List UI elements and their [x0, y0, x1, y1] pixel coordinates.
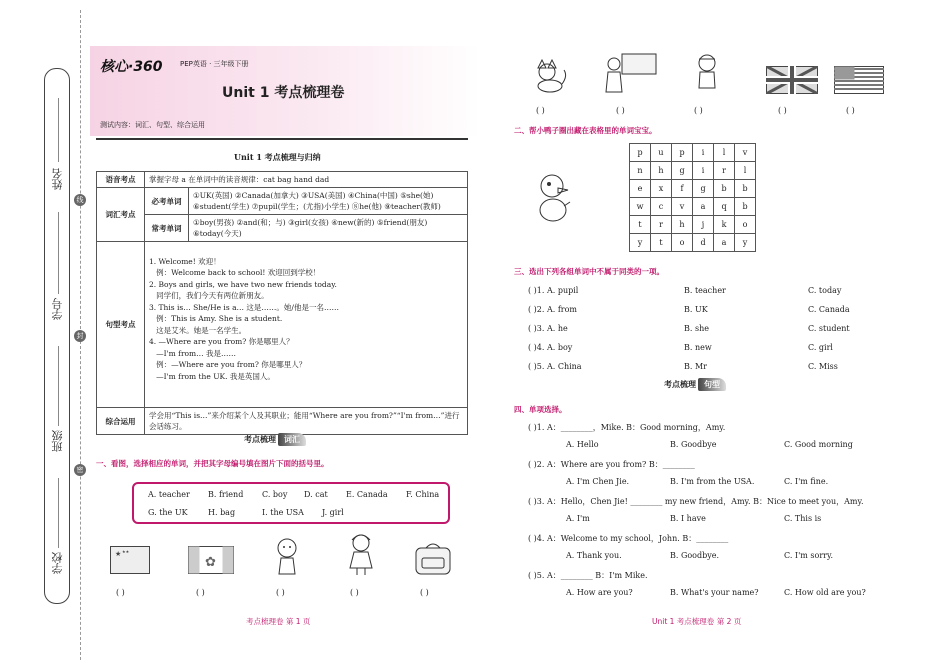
row-content: 学会用“This is…”来介绍某个人及其职业；能用“Where are you from?”“I'm from…”进行会话练习。 — [145, 408, 468, 435]
row-content: 掌握字母 a 在单词中的读音规律：cat bag hand dad — [145, 172, 468, 188]
school-line — [58, 478, 59, 548]
pattern-line: 这是艾米。她是一名学生。 — [149, 325, 247, 335]
choice-option: B. Goodbye — [670, 440, 717, 449]
row-subhead: 必考单词 — [145, 188, 189, 215]
question-stem[interactable]: ( )1. A. pupil — [528, 286, 579, 295]
name-line — [58, 98, 59, 162]
section-4-title: 四、单项选择。 — [514, 405, 567, 414]
question-stem[interactable]: ( )2. A. from — [528, 305, 578, 314]
choice-option: C. today — [808, 286, 842, 295]
grid-cell[interactable]: n — [630, 162, 651, 180]
choice-option: A. I'm — [566, 514, 590, 523]
choice-option: B. Mr — [684, 362, 707, 371]
section-3-title: 三、选出下列各组单词中不属于同类的一项。 — [514, 267, 664, 276]
choice-option: A. I'm Chen Jie. — [566, 477, 630, 486]
row-content: ①UK(英国) ②Canada(加拿大) ③USA(美国) ④China(中国) ⑤she(她) ⑥student(学生) ⑦pupil(学生；(尤指)小学生) ⑧he(他) ⑨teacher(教师) — [189, 188, 468, 215]
brand-logo: 核心·360 — [100, 59, 163, 75]
girl-icon — [346, 532, 376, 576]
grid-cell[interactable]: l — [735, 162, 756, 180]
choice-option: B. Goodbye. — [670, 551, 720, 560]
binding-margin — [44, 68, 70, 604]
footer-right: Unit 1 考点梳理卷 第 2 页 — [652, 617, 742, 626]
answer-paren[interactable]: ( ) — [846, 106, 855, 115]
pattern-line: 1. Welcome! 欢迎！ — [149, 256, 221, 266]
pattern-line: 例：This is Amy. She is a student. — [149, 314, 283, 323]
canada-flag-icon — [188, 546, 234, 574]
pattern-line: 4. —Where are you from? 你是哪里人？ — [149, 337, 294, 346]
grid-cell[interactable]: l — [714, 144, 735, 162]
question-stem[interactable]: ( )3. A：Hello，Chen Jie! ________ my new friend，Amy. B：Nice to meet you，Amy. — [528, 497, 864, 506]
row-head: 句型考点 — [97, 242, 145, 408]
choice-option: C. Good morning — [784, 440, 853, 449]
grid-cell[interactable]: v — [672, 198, 693, 216]
uk-flag-icon — [766, 66, 818, 94]
usa-flag-icon — [834, 66, 884, 94]
grid-row — [630, 198, 756, 216]
grid-cell[interactable]: a — [693, 198, 714, 216]
answer-paren[interactable]: ( ) — [616, 106, 625, 115]
pattern-line: 同学们，我们今天有两位新朋友。 — [149, 291, 269, 300]
class-label: 班级 — [51, 430, 64, 452]
word-choice-box — [132, 482, 450, 524]
section-1-title: 一、看图，选择相应的单词，并把其字母编号填在图片下面的括号里。 — [96, 459, 329, 468]
word-search-grid — [629, 143, 756, 252]
section-2-title: 二、帮小鸭子圈出藏在表格里的单词宝宝。 — [514, 126, 657, 135]
grid-cell[interactable]: f — [672, 180, 693, 198]
answer-paren[interactable]: ( ) — [350, 588, 359, 597]
question-stem[interactable]: ( )4. A. boy — [528, 343, 573, 352]
grid-cell[interactable]: j — [693, 216, 714, 234]
school-label: 学校 — [51, 552, 64, 574]
choice-option: B. I'm from the USA. — [670, 477, 755, 486]
answer-paren[interactable]: ( ) — [116, 588, 125, 597]
table-row — [97, 188, 468, 215]
choice-option: C. I'm fine. — [784, 477, 829, 486]
student-number-label: 学号 — [51, 298, 64, 320]
choice-option: A. Hello — [566, 440, 599, 449]
test-scope: 测试内容：词汇、句型、综合运用 — [100, 121, 205, 129]
row-head: 语音考点 — [97, 172, 145, 188]
option: F. China — [406, 490, 440, 499]
table-row — [97, 242, 468, 408]
choice-option: C. girl — [808, 343, 833, 352]
banner-tag: 句型 — [698, 378, 726, 391]
option: C. boy — [262, 490, 288, 499]
seal-secret-mark: 密 — [74, 464, 86, 476]
option: H. bag — [208, 508, 236, 517]
seal-line-mark: 线 — [74, 194, 86, 206]
school-bag-icon — [412, 540, 454, 576]
grid-cell[interactable]: b — [735, 180, 756, 198]
choice-option: B. UK — [684, 305, 708, 314]
pattern-line: 例：Welcome back to school! 欢迎回到学校！ — [149, 268, 321, 277]
grammar-banner — [664, 378, 726, 391]
page-title: Unit 1 考点梳理卷 — [222, 85, 345, 101]
row-content: ①boy(男孩) ②and(和；与) ③girl(女孩) ④new(新的) ⑤friend(朋友) ⑥today(今天) — [189, 215, 468, 242]
grid-cell[interactable]: g — [693, 180, 714, 198]
grid-row — [630, 216, 756, 234]
boy-icon — [272, 536, 302, 576]
class-line — [58, 346, 59, 426]
grid-cell[interactable]: u — [651, 144, 672, 162]
grid-cell[interactable]: h — [672, 216, 693, 234]
grid-cell[interactable]: r — [651, 216, 672, 234]
option: A. teacher — [148, 490, 190, 499]
grid-cell[interactable]: k — [714, 216, 735, 234]
choice-option: B. new — [684, 343, 712, 352]
grid-cell[interactable]: w — [630, 198, 651, 216]
grid-cell[interactable]: a — [714, 234, 735, 252]
pupil-icon — [692, 52, 722, 94]
choice-option: C. This is — [784, 514, 822, 523]
choice-option: B. What's your name? — [670, 588, 759, 597]
grid-cell[interactable]: x — [651, 180, 672, 198]
grid-cell[interactable]: h — [651, 162, 672, 180]
answer-paren[interactable]: ( ) — [420, 588, 429, 597]
svg-text:✿: ✿ — [205, 555, 216, 570]
svg-text:★★: ★★ — [122, 549, 130, 554]
grid-cell[interactable]: g — [672, 162, 693, 180]
summary-title: Unit 1 考点梳理与归纳 — [234, 152, 321, 162]
answer-paren[interactable]: ( ) — [778, 106, 787, 115]
choice-option: C. Canada — [808, 305, 850, 314]
choice-option: C. I'm sorry. — [784, 551, 833, 560]
option: G. the UK — [148, 508, 188, 517]
option: B. friend — [208, 490, 244, 499]
choice-option: B. she — [684, 324, 709, 333]
subject-label: PEP英语 · 三年级下册 — [180, 60, 249, 68]
choice-option: C. student — [808, 324, 850, 333]
row-head: 词汇考点 — [97, 188, 145, 242]
pattern-line: 2. Boys and girls, we have two new friends today. — [149, 279, 337, 289]
answer-paren[interactable]: ( ) — [694, 106, 703, 115]
grid-cell[interactable]: y — [630, 234, 651, 252]
banner-main: 考点梳理 — [664, 380, 696, 389]
option: D. cat — [304, 490, 328, 499]
grid-cell[interactable]: d — [693, 234, 714, 252]
banner-main: 考点梳理 — [244, 435, 276, 444]
vocab-banner — [244, 433, 306, 446]
grid-cell[interactable]: o — [672, 234, 693, 252]
pattern-line: 例：—Where are you from? 你是哪里人？ — [149, 360, 307, 369]
question-stem[interactable]: ( )1. A：________，Mike. B：Good morning，Amy. — [528, 423, 726, 432]
teacher-icon — [602, 52, 658, 94]
option: E. Canada — [346, 490, 388, 499]
grid-cell[interactable]: q — [714, 198, 735, 216]
choice-option: B. teacher — [684, 286, 726, 295]
choice-option: C. Miss — [808, 362, 838, 371]
question-stem[interactable]: ( )4. A：Welcome to my school，John. B：________ — [528, 534, 729, 543]
grid-cell[interactable]: o — [735, 216, 756, 234]
table-row — [97, 172, 468, 188]
banner-tag: 词汇 — [278, 433, 306, 446]
student-number-line — [58, 212, 59, 294]
seal-seal-mark: 封 — [74, 330, 86, 342]
grid-cell[interactable]: i — [693, 144, 714, 162]
grid-cell[interactable]: p — [630, 144, 651, 162]
choice-option: A. Thank you. — [566, 551, 622, 560]
table-row — [97, 215, 468, 242]
grid-cell[interactable]: p — [672, 144, 693, 162]
footer-left: 考点梳理卷 第 1 页 — [246, 617, 311, 626]
grid-row — [630, 144, 756, 162]
pattern-line: —I'm from the UK. 我是英国人。 — [149, 371, 275, 381]
grid-cell[interactable]: y — [735, 234, 756, 252]
svg-text:★: ★ — [115, 550, 122, 558]
answer-paren[interactable]: ( ) — [196, 588, 205, 597]
grid-row — [630, 162, 756, 180]
question-stem[interactable]: ( )2. A：Where are you from? B：________ — [528, 460, 695, 469]
grid-row — [630, 234, 756, 252]
table-row — [97, 408, 468, 435]
summary-table — [96, 171, 468, 435]
choice-option: A. How are you? — [566, 588, 633, 597]
grid-cell[interactable]: r — [714, 162, 735, 180]
question-stem[interactable]: ( )5. A. China — [528, 362, 582, 371]
option: J. girl — [322, 508, 344, 517]
grid-cell[interactable]: v — [735, 144, 756, 162]
choice-option: B. I have — [670, 514, 706, 523]
answer-paren[interactable]: ( ) — [276, 588, 285, 597]
grid-cell[interactable]: b — [714, 180, 735, 198]
question-stem[interactable]: ( )3. A. he — [528, 324, 568, 333]
grid-cell[interactable]: i — [693, 162, 714, 180]
name-label: 姓名 — [51, 168, 64, 190]
grid-cell[interactable]: b — [735, 198, 756, 216]
row-subhead: 常考单词 — [145, 215, 189, 242]
grid-cell[interactable]: c — [651, 198, 672, 216]
cat-icon — [530, 58, 570, 94]
pattern-line: 3. This is… She/He is a… 这是……。她/他是一名…… — [149, 302, 339, 312]
china-flag-icon — [110, 546, 150, 574]
duck-icon — [536, 172, 572, 224]
grid-cell[interactable]: t — [651, 234, 672, 252]
question-stem[interactable]: ( )5. A：________ B：I'm Mike. — [528, 571, 648, 580]
pattern-line: —I'm from… 我是…… — [149, 348, 237, 358]
header-divider — [96, 138, 468, 140]
answer-paren[interactable]: ( ) — [536, 106, 545, 115]
choice-option: C. How old are you? — [784, 588, 866, 597]
grid-cell[interactable]: t — [630, 216, 651, 234]
row-content — [145, 242, 468, 408]
grid-row — [630, 180, 756, 198]
row-head: 综合运用 — [97, 408, 145, 435]
option: I. the USA — [262, 508, 304, 517]
grid-cell[interactable]: e — [630, 180, 651, 198]
